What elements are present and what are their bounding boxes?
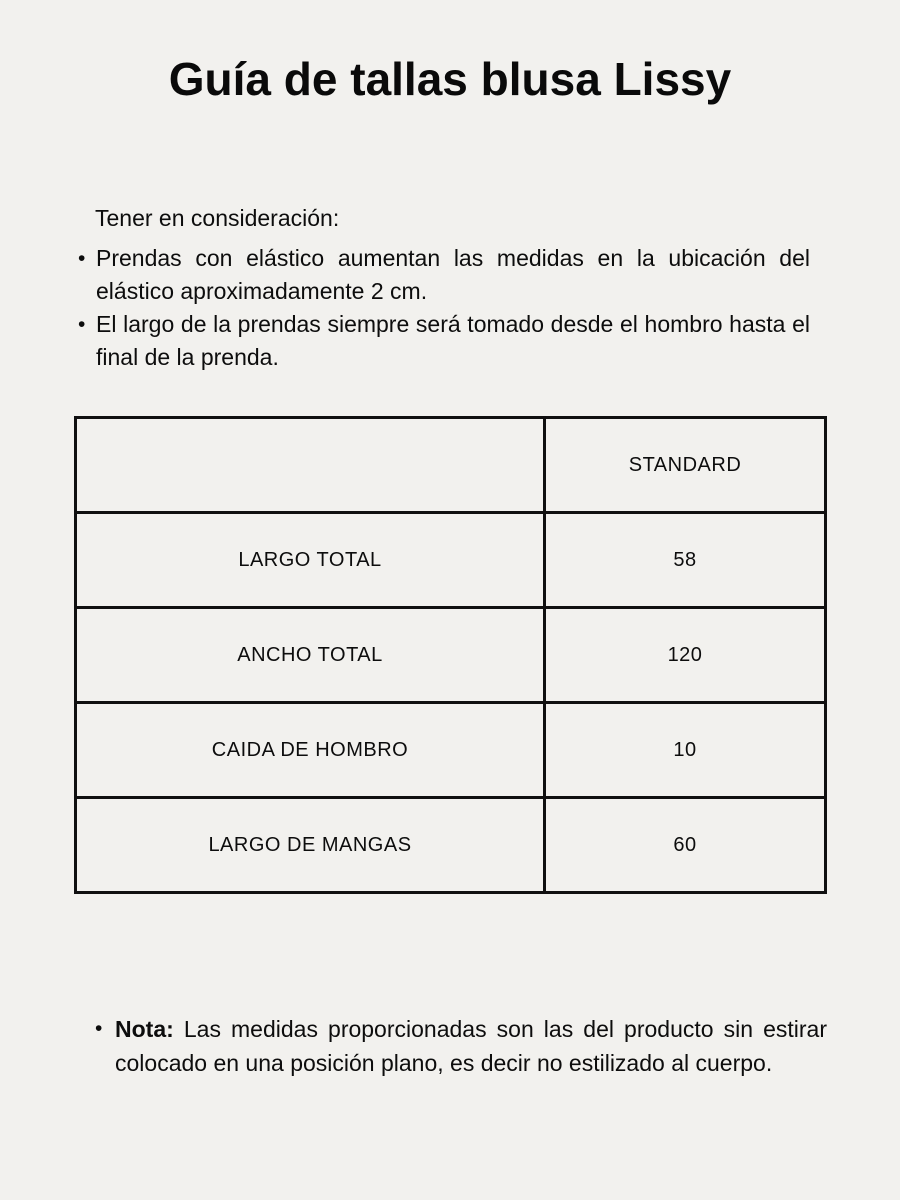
row-value: 10 [545,703,826,798]
row-value: 120 [545,608,826,703]
page-title: Guía de tallas blusa Lissy [168,53,732,105]
considerations-list [0,242,900,374]
considerations-heading: Tener en consideración: [95,205,340,231]
note-paragraph [115,1012,827,1080]
row-label: CAIDA DE HOMBRO [76,703,545,798]
row-value: 60 [545,798,826,893]
row-label: LARGO DE MANGAS [76,798,545,893]
row-label: ANCHO TOTAL [76,608,545,703]
table-row [76,513,826,608]
note-label: Nota: [115,1016,174,1042]
size-table [74,416,827,894]
table-row [76,798,826,893]
bullet-icon: • [78,313,86,336]
list-item [0,242,828,308]
note-body-text: Las medidas proporcionadas son las del producto sin estirar colocado en una posición plano, es decir no estilizado al cuerpo. [115,1016,827,1076]
considerations-section [0,201,900,374]
table-row [76,703,826,798]
list-item [0,308,828,374]
consideration-text: Prendas con elástico aumentan las medidas en la ubicación del elástico aproximadamente 2 cm. [96,245,810,304]
table-row [76,608,826,703]
note-section [95,1012,827,1080]
bullet-icon: • [78,247,86,270]
table-header-row [76,418,826,513]
consideration-text: El largo de la prendas siempre será tomado desde el hombro hasta el final de la prenda. [96,311,810,370]
row-value: 58 [545,513,826,608]
table-header-empty-cell [76,418,545,513]
row-label: LARGO TOTAL [76,513,545,608]
bullet-icon: • [95,1017,103,1040]
table-header-standard: STANDARD [545,418,826,513]
